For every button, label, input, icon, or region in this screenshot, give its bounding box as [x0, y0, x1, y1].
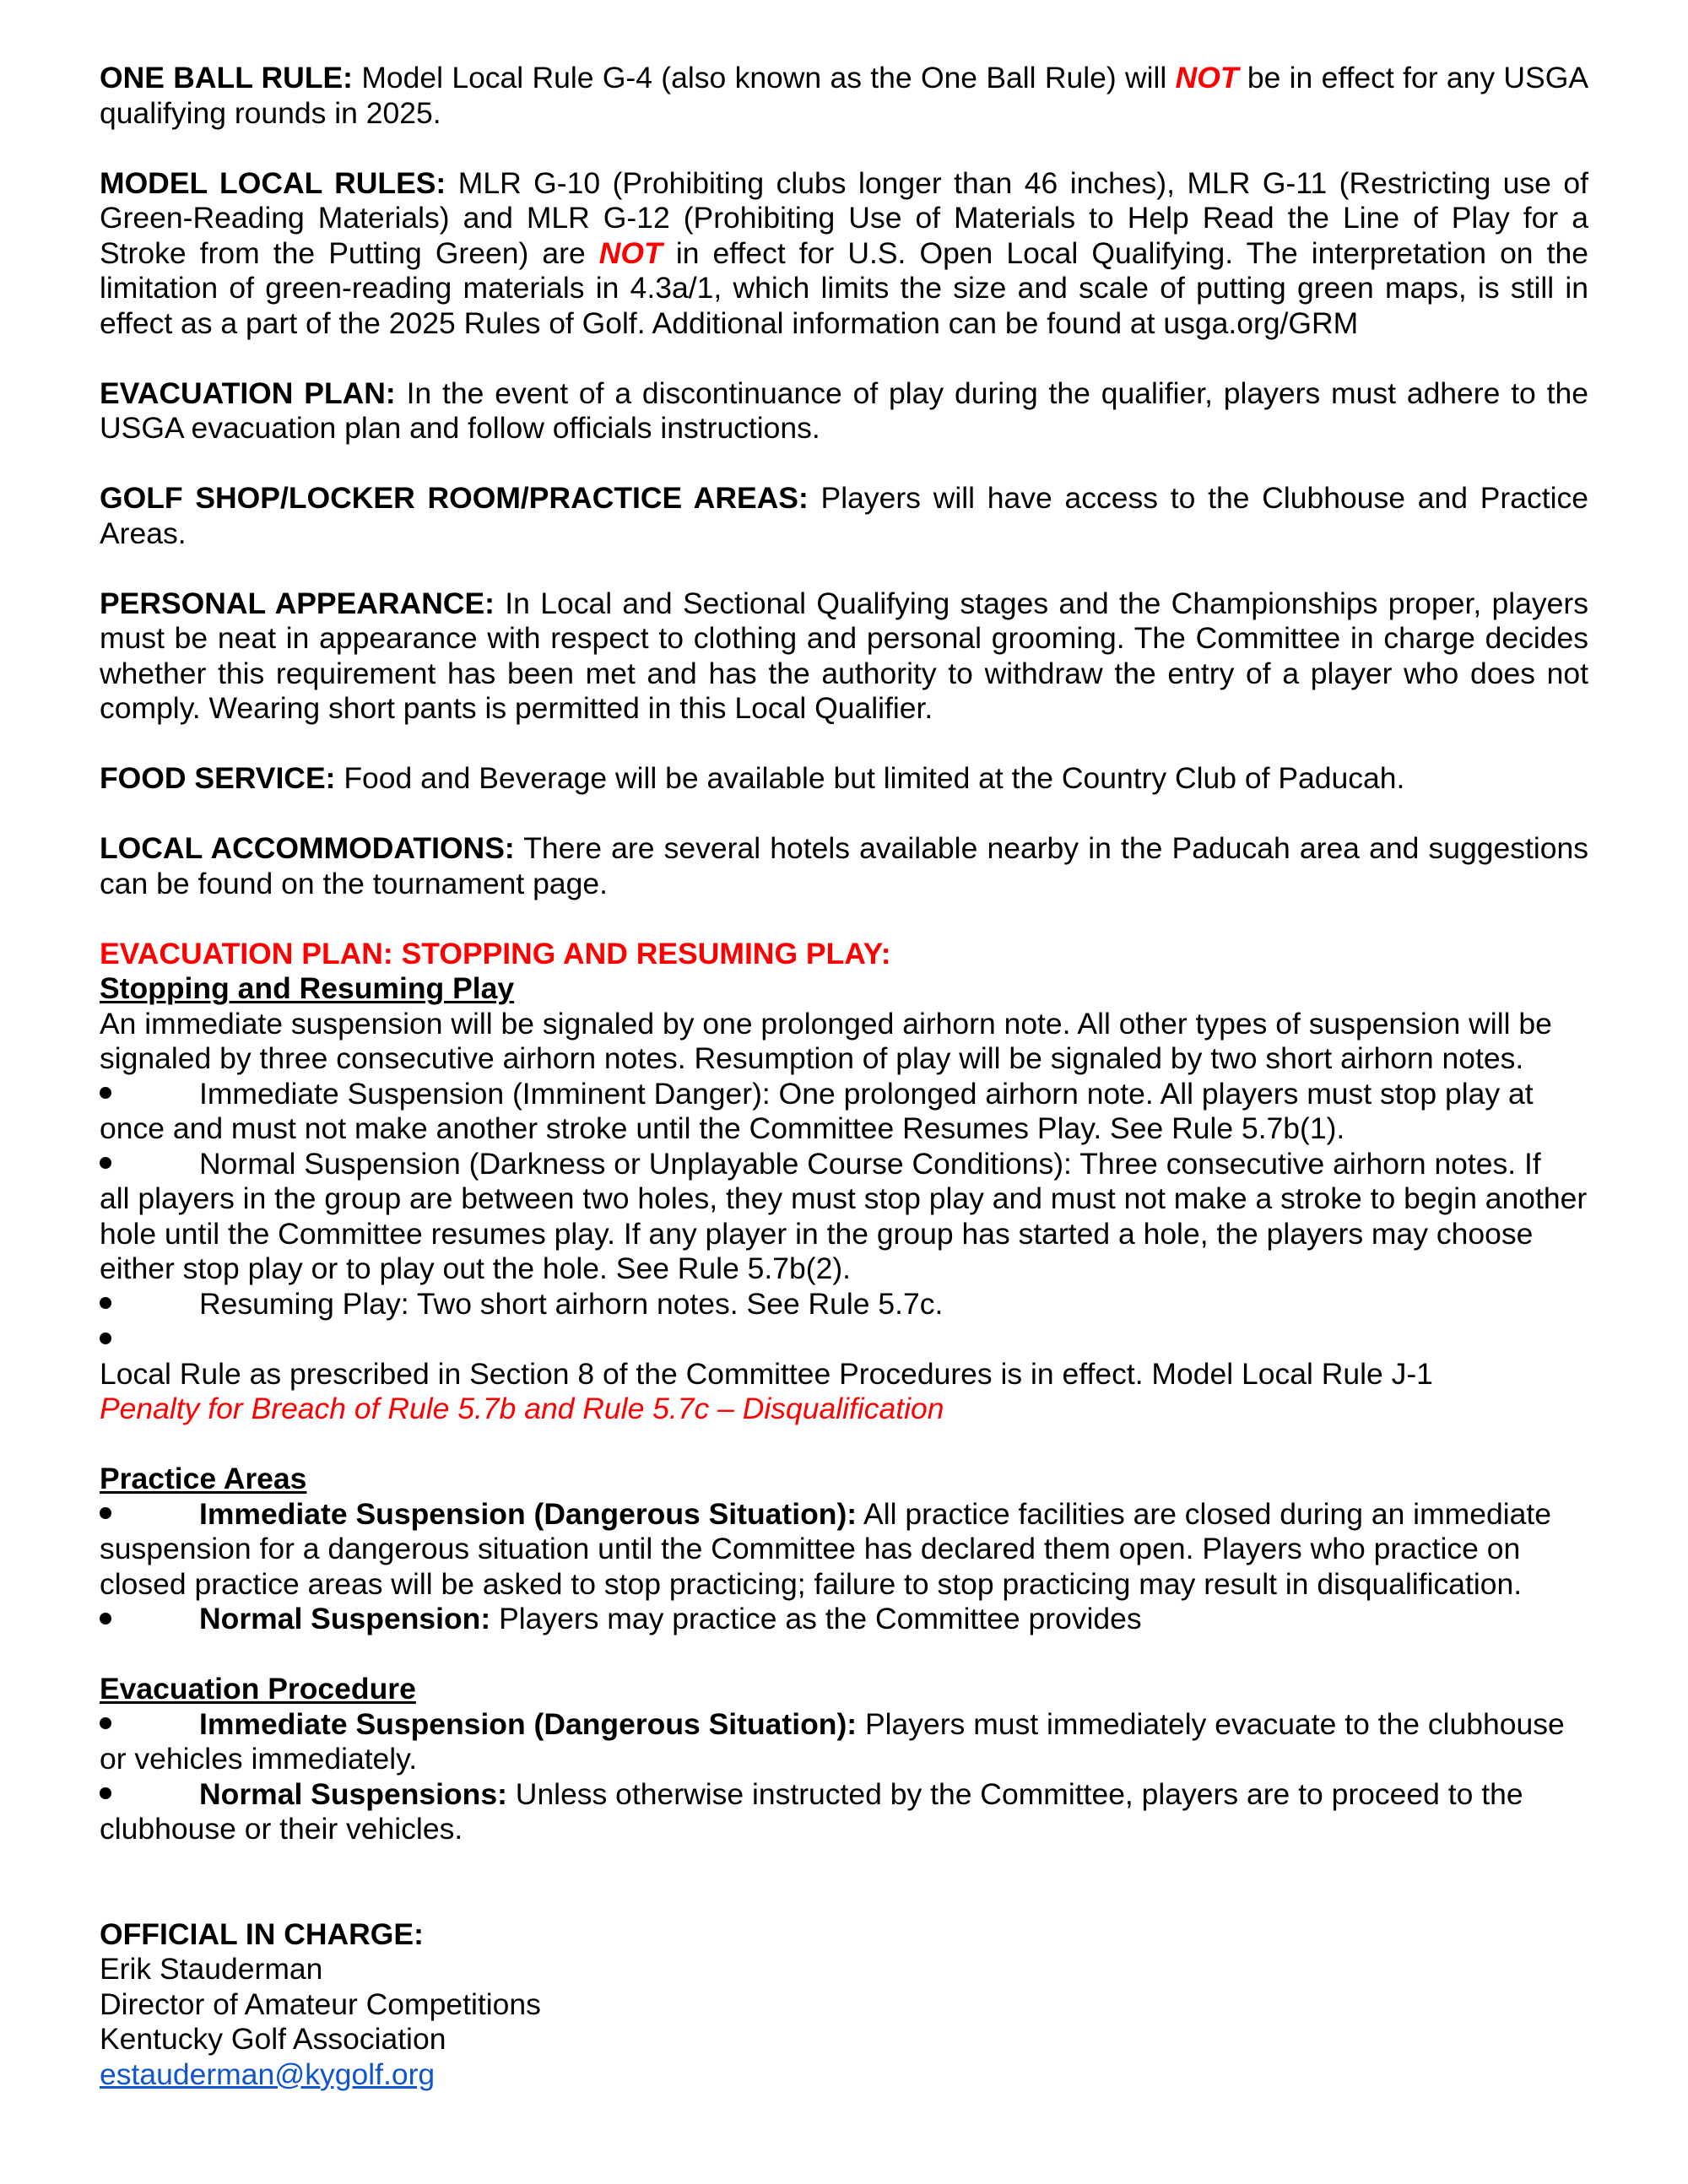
stopping-bullet-4-empty	[100, 1322, 1588, 1357]
one-ball-rule-label: ONE BALL RULE:	[100, 61, 354, 95]
practice-bullet-1-first: All practice facilities are closed during an immediate	[857, 1496, 1551, 1531]
evac-procedure-bullet-2-label: Normal Suspensions:	[199, 1776, 507, 1811]
model-local-rules-text: MLR G-10 (Prohibiting clubs longer than 46 inches), MLR G-11 (Restricting use of Green-Reading Materials) and MLR G-12 (Prohibiting Use of Materials to Help Read the Line of Play for a Stroke from the Putting Green) are	[100, 165, 1588, 270]
one-ball-rule-text-end: be in effect for any USGA qualifying rounds in 2025.	[100, 61, 1588, 130]
practice-bullet-2	[100, 1602, 1588, 1637]
practice-areas-subheading: Practice Areas	[100, 1462, 307, 1495]
evac-procedure-bullet-1	[100, 1707, 1588, 1777]
stopping-intro: An immediate suspension will be signaled by one prolonged airhorn note. All other types of suspension will be signaled by three consecutive airhorn notes. Resumption of play will be signaled by two short airhorn notes.	[100, 1006, 1552, 1075]
stopping-bullet-2-rest: all players in the group are between two holes, they must stop play and must not make a stroke to begin another hole until the Committee resumes play. If any player in the group has started a hole, the players may choose either stop play or to play out the hole. See Rule 5.7b(2).	[100, 1181, 1588, 1285]
bullet-icon	[100, 1507, 111, 1519]
food-service-paragraph	[100, 761, 1588, 797]
personal-appearance-label: PERSONAL APPEARANCE:	[100, 586, 495, 620]
bullet-icon	[100, 1717, 111, 1729]
practice-bullet-1-rest: suspension for a dangerous situation until the Committee has declared them open. Players who practice on closed practice areas will be asked to stop practicing; failure to stop practicing may result in disqualification.	[100, 1532, 1523, 1601]
personal-appearance-paragraph	[100, 587, 1588, 727]
practice-bullet-2-first: Players may practice as the Committee provides	[490, 1602, 1142, 1635]
evac-procedure-bullet-2-first: Unless otherwise instructed by the Committee, players are to proceed to the	[506, 1776, 1523, 1811]
golf-shop-text: Players will have access to the Clubhouse and Practice Areas.	[100, 481, 1588, 550]
official-organization: Kentucky Golf Association	[100, 2022, 446, 2056]
stopping-bullet-2-first: Normal Suspension (Darkness or Unplayable Course Conditions): Three consecutive airhorn notes. If	[199, 1146, 1541, 1181]
stopping-bullet-1-rest: once and must not make another stroke until the Committee Resumes Play. See Rule 5.7b(1).	[100, 1111, 1345, 1145]
model-local-rules-text-end: in effect for U.S. Open Local Qualifying. The interpretation on the limitation of green-reading materials in 4.3a/1, which limits the size and scale of putting green maps, is still in effect as a part of the 2025 Rules of Golf. Additional information can be found at usga.org/GRM	[100, 235, 1588, 340]
evacuation-procedure-subheading: Evacuation Procedure	[100, 1672, 416, 1706]
evac-procedure-bullet-2-rest: clubhouse or their vehicles.	[100, 1812, 463, 1846]
bullet-icon	[100, 1157, 111, 1169]
model-local-rules-label: MODEL LOCAL RULES:	[100, 165, 446, 200]
evacuation-plan-label: EVACUATION PLAN:	[100, 376, 396, 410]
bullet-icon	[100, 1787, 111, 1799]
not-emphasis: NOT	[598, 235, 663, 270]
local-accommodations-label: LOCAL ACCOMMODATIONS:	[100, 831, 515, 865]
model-local-rules-paragraph	[100, 166, 1588, 342]
personal-appearance-text: In Local and Sectional Qualifying stages and the Championships proper, players must be neat in appearance with respect to clothing and personal grooming. The Committee in charge decides whether this requirement has been met and has the authority to withdraw the entry of a player who does not comply. Wearing short pants is permitted in this Local Qualifier.	[100, 586, 1588, 725]
evac-plan-heading: EVACUATION PLAN: STOPPING AND RESUMING PLAY:	[100, 936, 891, 970]
local-rule-line: Local Rule as prescribed in Section 8 of the Committee Procedures is in effect. Model Local Rule J-1	[100, 1356, 1433, 1391]
official-email-link[interactable]: estauderman@kygolf.org	[100, 2057, 436, 2091]
document-page	[100, 61, 1588, 2092]
bullet-icon	[100, 1297, 111, 1309]
food-service-label: FOOD SERVICE:	[100, 761, 336, 795]
one-ball-rule-text: Model Local Rule G-4 (also known as the One Ball Rule) will	[353, 61, 1176, 95]
not-emphasis: NOT	[1175, 61, 1239, 95]
evacuation-plan-text: In the event of a discontinuance of play during the qualifier, players must adhere to the USGA evacuation plan and follow officials instructions.	[100, 376, 1588, 445]
stopping-resuming-subheading: Stopping and Resuming Play	[100, 971, 515, 1005]
penalty-line: Penalty for Breach of Rule 5.7b and Rule 5.7c – Disqualification	[100, 1392, 944, 1425]
bullet-icon	[100, 1087, 111, 1099]
one-ball-rule-paragraph	[100, 61, 1588, 131]
stopping-bullet-2	[100, 1147, 1588, 1287]
golf-shop-paragraph	[100, 481, 1588, 551]
local-accommodations-paragraph	[100, 831, 1588, 901]
practice-bullet-2-label: Normal Suspension:	[199, 1602, 491, 1635]
evac-procedure-bullet-1-rest: or vehicles immediately.	[100, 1742, 418, 1776]
stopping-bullet-3	[100, 1287, 1588, 1322]
bullet-icon	[100, 1613, 111, 1624]
official-name: Erik Stauderman	[100, 1952, 323, 1986]
evac-procedure-bullet-2	[100, 1777, 1588, 1847]
official-title: Director of Amateur Competitions	[100, 1987, 541, 2021]
stopping-bullet-3-first: Resuming Play: Two short airhorn notes. See Rule 5.7c.	[199, 1286, 944, 1321]
local-accommodations-text: There are several hotels available nearby in the Paducah area and suggestions can be found on the tournament page.	[100, 831, 1588, 900]
food-service-text: Food and Beverage will be available but limited at the Country Club of Paducah.	[335, 761, 1405, 795]
official-heading: OFFICIAL IN CHARGE:	[100, 1916, 424, 1951]
practice-bullet-1	[100, 1497, 1588, 1603]
evac-procedure-bullet-1-first: Players must immediately evacuate to the clubhouse	[857, 1706, 1565, 1741]
practice-bullet-1-label: Immediate Suspension (Dangerous Situation):	[199, 1496, 858, 1531]
stopping-bullet-1	[100, 1077, 1588, 1147]
golf-shop-label: GOLF SHOP/LOCKER ROOM/PRACTICE AREAS:	[100, 481, 809, 515]
bullet-icon	[100, 1333, 111, 1344]
evacuation-plan-paragraph	[100, 376, 1588, 446]
evac-procedure-bullet-1-label: Immediate Suspension (Dangerous Situation):	[199, 1706, 858, 1741]
stopping-bullet-1-first: Immediate Suspension (Imminent Danger): One prolonged airhorn note. All players must stop play at	[199, 1076, 1534, 1111]
